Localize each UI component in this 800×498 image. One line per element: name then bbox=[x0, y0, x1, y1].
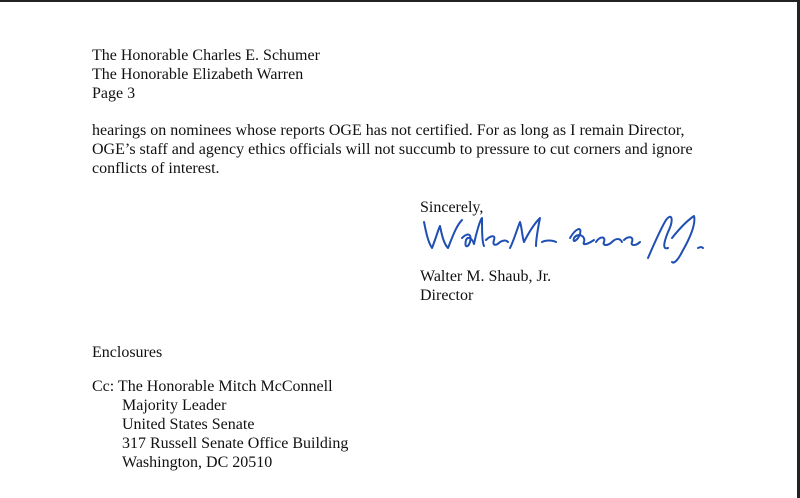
cc-line-title: Majority Leader bbox=[122, 397, 227, 414]
cc-line-address: 317 Russell Senate Office Building bbox=[122, 435, 349, 452]
body-line-1: hearings on nominees whose reports OGE has not certified. For as long as I remain Director, bbox=[92, 122, 685, 139]
enclosures bbox=[92, 343, 162, 362]
closing-text: Sincerely, bbox=[420, 199, 484, 216]
enclosures-label: Enclosures bbox=[92, 344, 163, 361]
handwritten-signature bbox=[410, 198, 720, 270]
body-line-2: OGE’s staff and agency ethics officials will not succumb to pressure to cut corners and ignore bbox=[92, 141, 693, 158]
signer-name: Walter M. Shaub, Jr. bbox=[420, 268, 552, 285]
signature-block bbox=[420, 267, 551, 305]
body-line-3: conflicts of interest. bbox=[92, 160, 220, 177]
header-line-recipient-1: The Honorable Charles E. Schumer bbox=[92, 47, 320, 64]
signer-title: Director bbox=[420, 287, 474, 304]
cc-line-organization: United States Senate bbox=[122, 416, 255, 433]
cc-recipient-name: Cc: The Honorable Mitch McConnell bbox=[92, 378, 333, 395]
page-edge-top bbox=[0, 0, 800, 2]
cc-block bbox=[92, 377, 348, 472]
letter-header bbox=[92, 46, 320, 103]
letter-body bbox=[92, 121, 752, 178]
header-line-recipient-2: The Honorable Elizabeth Warren bbox=[92, 66, 304, 83]
cc-line-city: Washington, DC 20510 bbox=[122, 454, 273, 471]
header-line-page-number: Page 3 bbox=[92, 85, 136, 102]
